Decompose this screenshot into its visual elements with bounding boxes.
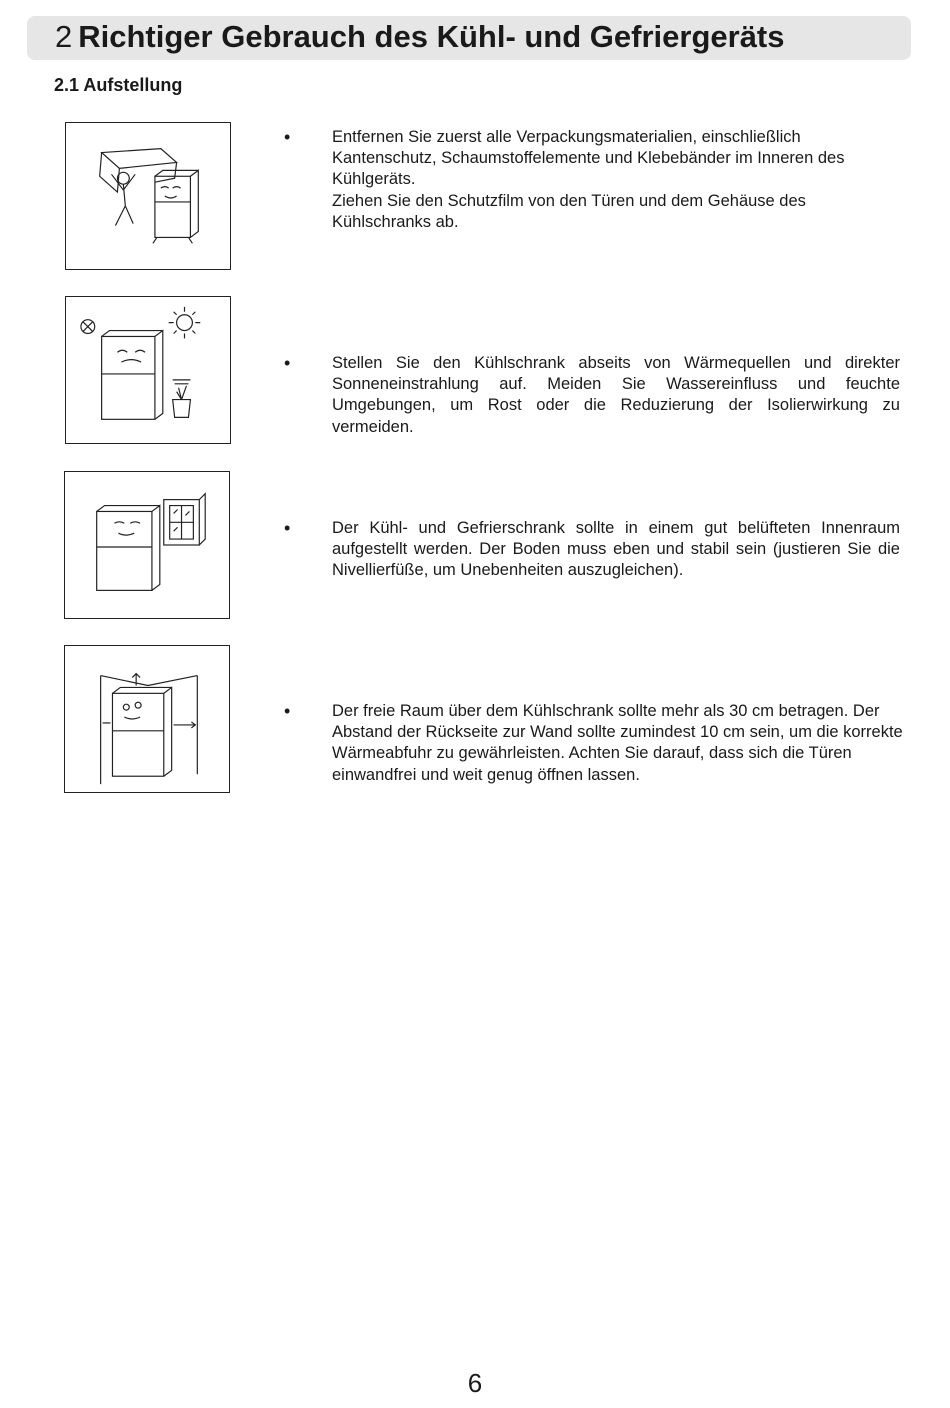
page-number: 6: [467, 1368, 483, 1398]
chapter-title-text: Richtiger Gebrauch des Kühl- und Gefriergeräts: [78, 19, 785, 54]
paragraph-clearance: Der freie Raum über dem Kühlschrank sollte mehr als 30 cm betragen. Der Abstand der Rückseite zur Wand sollte zumindest 10 cm sein, um die korrekte Wärmeabfuhr zu gewährleisten. Achten Sie darauf, dass sich die Türen einwandfrei und weit genug öffnen lassen.: [332, 702, 903, 784]
paragraph-unpacking: Entfernen Sie zuerst alle Verpackungsmaterialien, einschließlich Kantenschutz, Schaumstoffelemente und Klebebänder im Inneren des Kühlgeräts.: [332, 128, 845, 189]
bullet-marker: •: [284, 353, 291, 373]
chapter-header-bar: [27, 16, 911, 60]
paragraph-heat-sources: Stellen Sie den Kühlschrank abseits von Wärmequellen und direkter Sonneneinstrahlung auf. Meiden Sie Wassereinfluss und feuchte Umgebungen, um Rost oder die Reduzierung der Isolierwirkung zu vermeiden.: [332, 354, 900, 436]
bullet-marker: •: [284, 127, 291, 147]
chapter-number: 2: [55, 19, 73, 54]
no-heat-sun-water-illustration: [65, 296, 231, 444]
section-title: 2.1 Aufstellung: [54, 75, 183, 95]
unpacking-refrigerator-illustration: [65, 122, 231, 270]
bullet-marker: •: [284, 701, 291, 721]
ventilated-room-illustration: [64, 471, 230, 619]
paragraph-ventilation: Der Kühl- und Gefrierschrank sollte in einem gut belüfteten Innenraum aufgestellt werden. Der Boden muss eben und stabil sein (justieren Sie die Nivellierfüße, um Unebenheiten auszugleichen).: [332, 519, 900, 580]
chapter-title: [55, 19, 785, 55]
bullet-marker: •: [284, 518, 291, 538]
paragraph-protective-film: Ziehen Sie den Schutzfilm von den Türen und dem Gehäuse des Kühlschranks ab.: [332, 191, 806, 231]
wall-clearance-illustration: [64, 645, 230, 793]
